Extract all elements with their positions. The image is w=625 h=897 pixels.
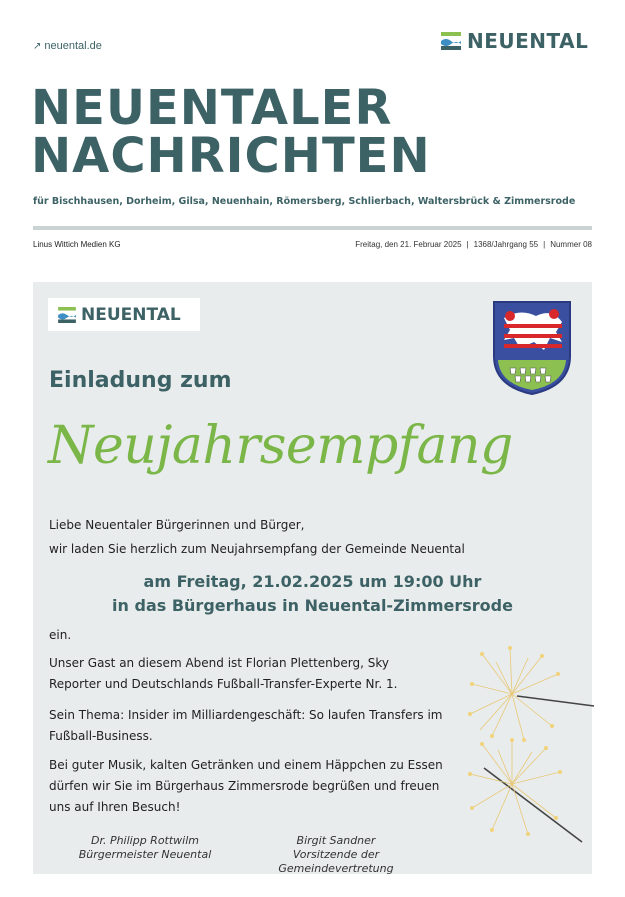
event-title: Neujahrsempfang bbox=[48, 416, 513, 476]
event-when: am Freitag, 21.02.2025 um 19:00 Uhr bbox=[143, 572, 482, 591]
title-line-2: NACHRICHTEN bbox=[31, 128, 431, 184]
neuental-logo-icon bbox=[58, 307, 76, 323]
event-details bbox=[33, 570, 592, 618]
intro-text: wir laden Sie herzlich zum Neujahrsempfang der Gemeinde Neuental bbox=[49, 542, 465, 556]
panel-logo-name: NEUENTAL bbox=[81, 304, 181, 325]
event-where: in das Bürgerhaus in Neuental-Zimmersrode bbox=[112, 596, 513, 615]
sparkler-icon bbox=[462, 644, 597, 849]
ein-text: ein. bbox=[49, 628, 72, 642]
issue-info: Freitag, den 21. Februar 2025 | 1368/Jahrgang 55 | Nummer 08 bbox=[355, 240, 592, 249]
issue-number: Nummer 08 bbox=[550, 240, 592, 249]
invitation-heading: Einladung zum bbox=[49, 368, 232, 393]
website-link[interactable]: ↗ neuental.de bbox=[33, 40, 102, 52]
external-link-icon: ↗ bbox=[33, 41, 42, 52]
districts-subtitle: für Bischhausen, Dorheim, Gilsa, Neuenhain, Römersberg, Schlierbach, Waltersbrück & Zimmersrode bbox=[33, 196, 576, 207]
newspaper-title bbox=[31, 80, 431, 184]
signature-mayor bbox=[60, 834, 230, 862]
coat-of-arms-icon bbox=[490, 298, 574, 396]
issue-volume: 1368/Jahrgang 55 bbox=[473, 240, 539, 249]
signature-council-chair bbox=[236, 834, 436, 876]
publisher: Linus Wittich Medien KG bbox=[33, 240, 121, 249]
greeting-text: Liebe Neuentaler Bürgerinnen und Bürger, bbox=[49, 518, 305, 532]
guest-text: Unser Gast an diesem Abend ist Florian Plettenberg, Sky Reporter und Deutschlands Fußball-Transfer-Experte Nr. 1. bbox=[49, 656, 398, 691]
signature-name: Birgit Sandner bbox=[296, 834, 376, 847]
closing-text: Bei guter Musik, kalten Getränken und einem Häppchen zu Essen dürfen wir Sie im Bürgerhaus Zimmersrode begrüßen und freuen uns auf Ihren Besuch! bbox=[49, 758, 443, 814]
neuental-logo-icon bbox=[441, 32, 461, 50]
signature-role: Vorsitzende der Gemeindevertretung bbox=[278, 848, 394, 875]
topic-text: Sein Thema: Insider im Milliardengeschäft: So laufen Transfers im Fußball-Business. bbox=[49, 708, 443, 743]
header-divider bbox=[33, 226, 592, 230]
issue-date: Freitag, den 21. Februar 2025 bbox=[355, 240, 462, 249]
brand-logo bbox=[441, 30, 588, 52]
brand-name: NEUENTAL bbox=[467, 29, 589, 53]
title-line-1: NEUENTALER bbox=[31, 80, 393, 136]
signature-name: Dr. Philipp Rottwilm bbox=[90, 834, 200, 847]
signature-role: Bürgermeister Neuental bbox=[78, 848, 212, 861]
panel-logo bbox=[48, 298, 200, 331]
